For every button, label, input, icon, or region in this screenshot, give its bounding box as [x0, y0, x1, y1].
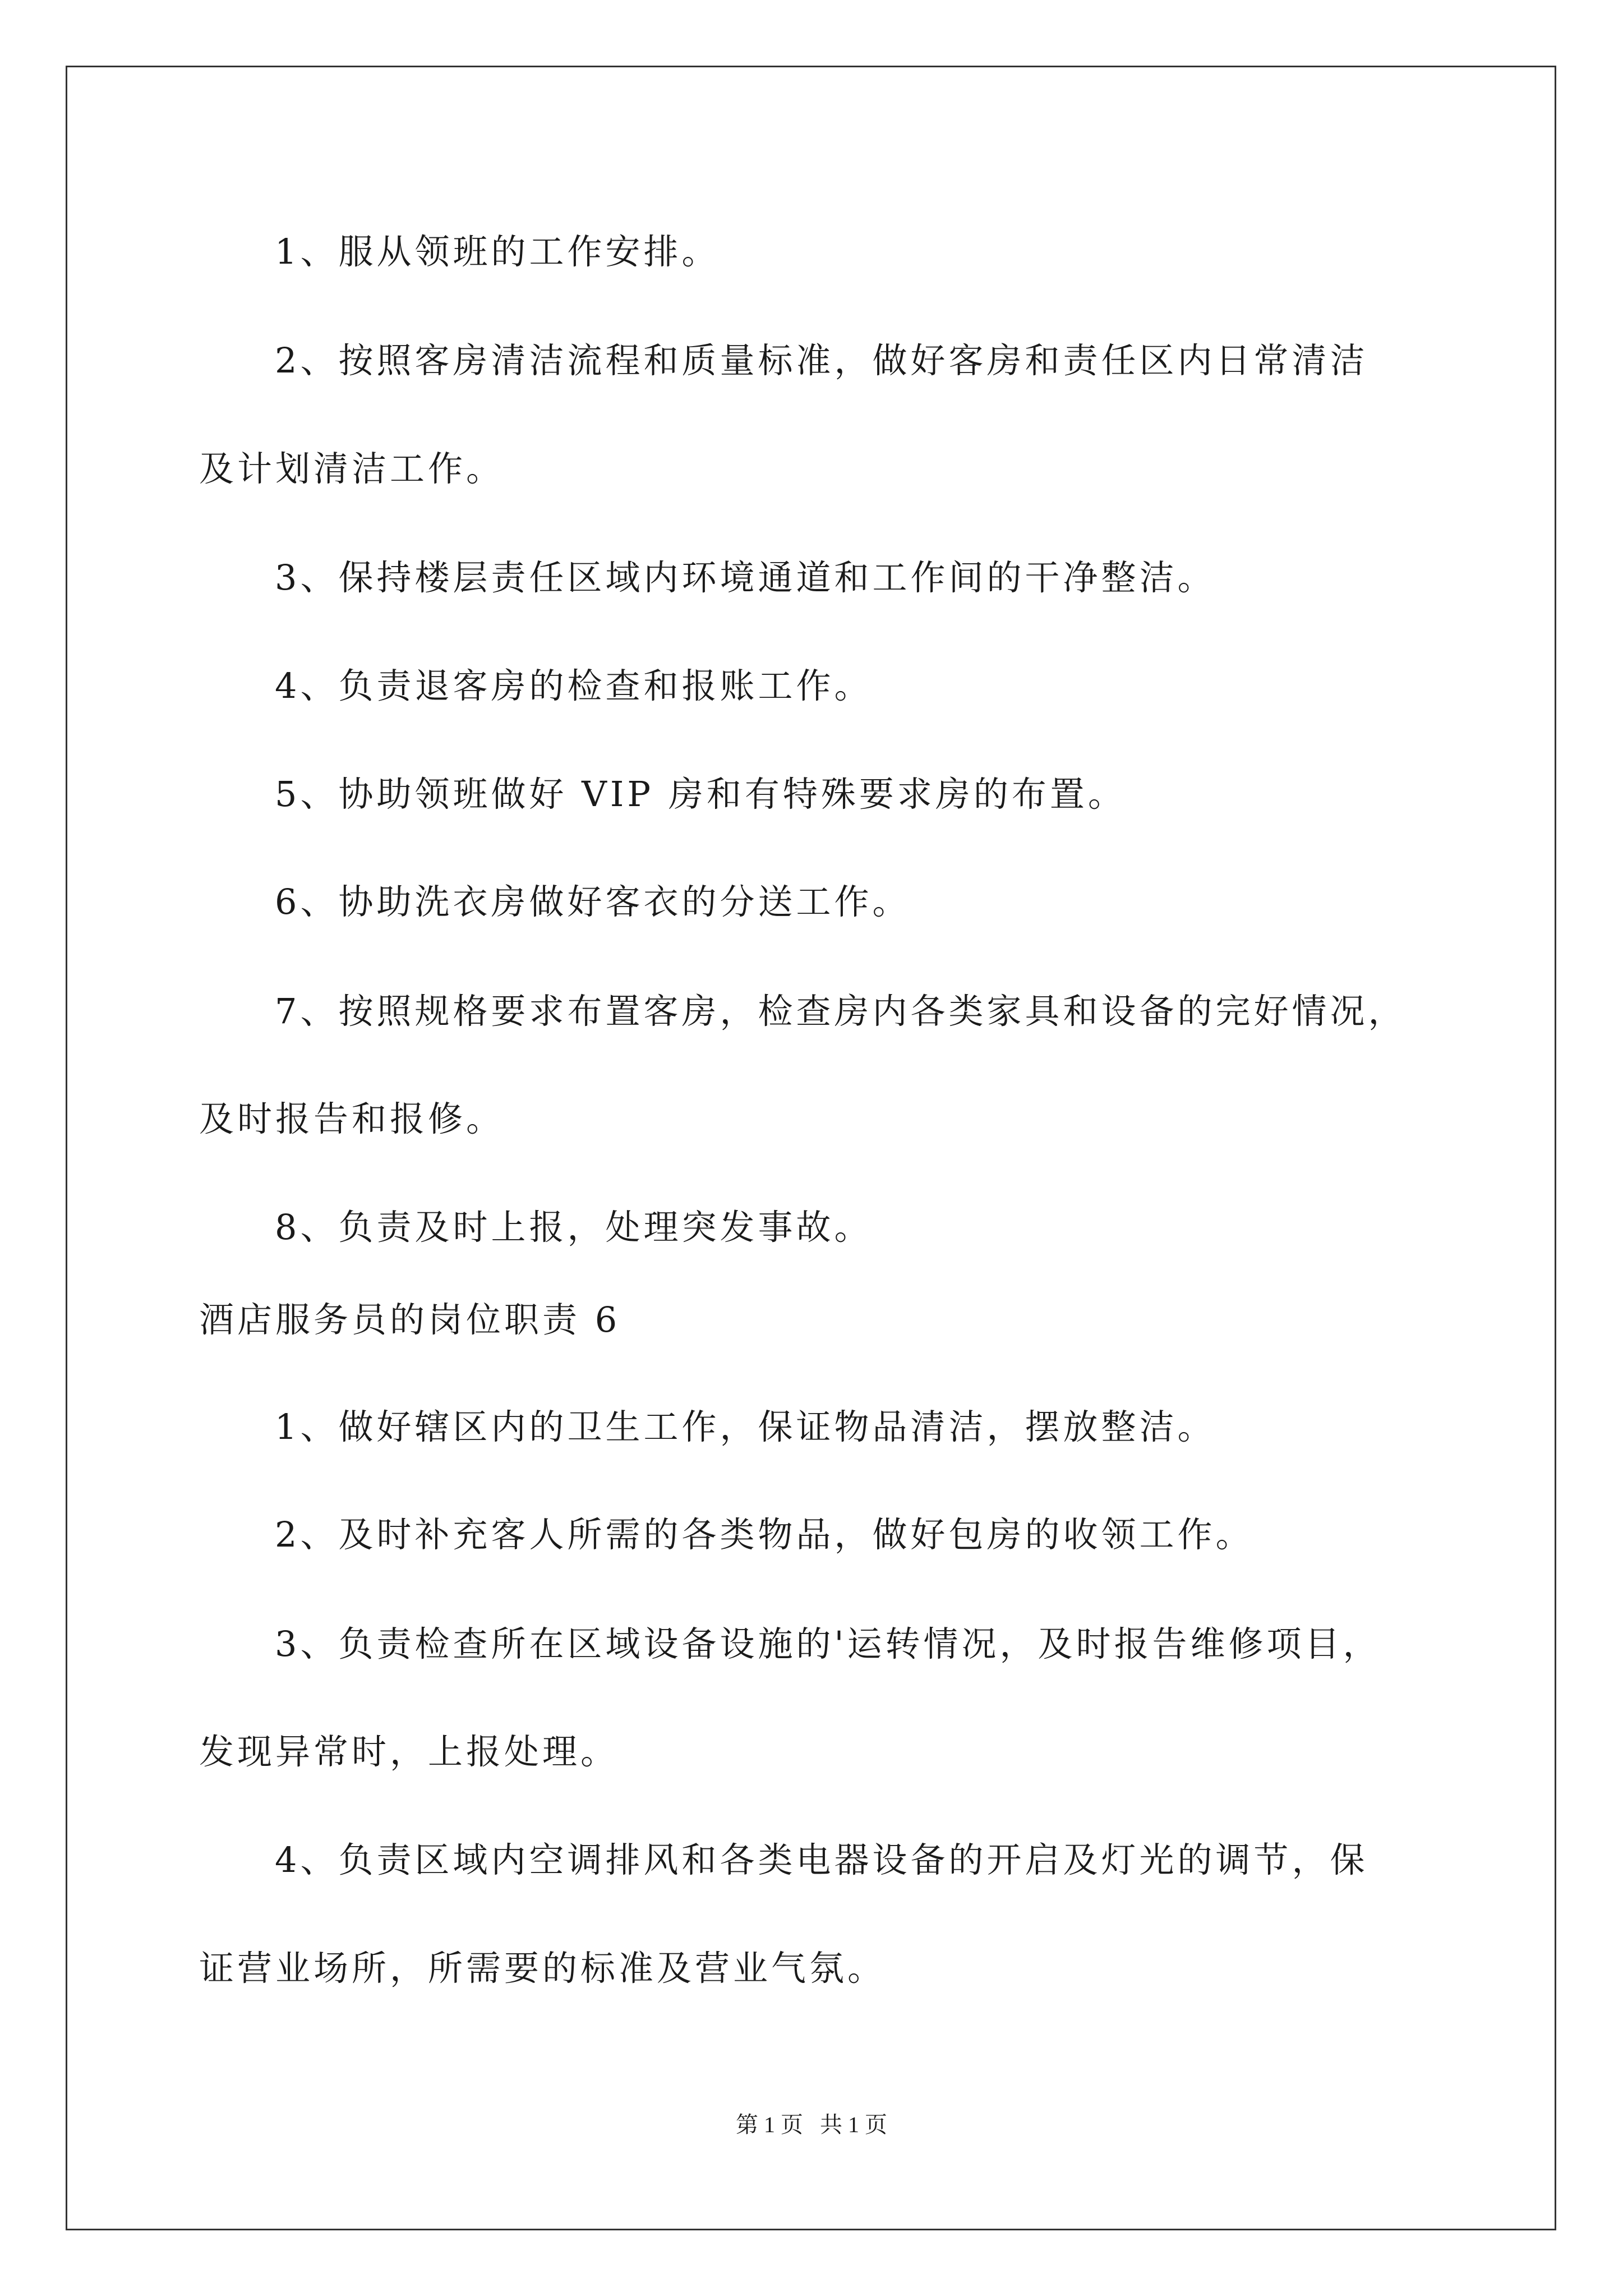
paragraph-line: 1、服从领班的工作安排。 — [275, 231, 720, 272]
paragraph-line: 3、负责检查所在区域设备设施的'运转情况，及时报告维修项目， — [275, 1623, 1381, 1664]
paragraph-line: 6、协助洗衣房做好客衣的分送工作。 — [275, 881, 911, 922]
paragraph-line: 及计划清洁工作。 — [199, 448, 505, 489]
paragraph-line: 3、保持楼层责任区域内环境通道和工作间的干净整洁。 — [275, 557, 1216, 598]
section-heading: 酒店服务员的岗位职责 6 — [199, 1299, 621, 1340]
paragraph-line: 及时报告和报修。 — [199, 1098, 505, 1139]
paragraph-line: 2、及时补充客人所需的各类物品，做好包房的收领工作。 — [275, 1514, 1254, 1555]
paragraph-line: 8、负责及时上报，处理突发事故。 — [275, 1207, 873, 1248]
paragraph-line: 5、协助领班做好 VIP 房和有特殊要求房的布置。 — [275, 774, 1126, 815]
paragraph-line: 2、按照客房清洁流程和质量标准，做好客房和责任区内日常清洁 — [275, 340, 1368, 381]
page-footer: 第 1 页 共 1 页 — [736, 2112, 887, 2137]
page-frame — [66, 66, 1556, 2230]
paragraph-line: 1、做好辖区内的卫生工作，保证物品清洁，摆放整洁。 — [275, 1406, 1216, 1447]
paragraph-line: 4、负责区域内空调排风和各类电器设备的开启及灯光的调节，保 — [275, 1839, 1368, 1880]
paragraph-line: 4、负责退客房的检查和报账工作。 — [275, 665, 873, 706]
paragraph-line: 证营业场所，所需要的标准及营业气氛。 — [199, 1948, 886, 1989]
paragraph-line: 发现异常时，上报处理。 — [199, 1731, 619, 1772]
paragraph-line: 7、按照规格要求布置客房，检查房内各类家具和设备的完好情况， — [275, 991, 1407, 1032]
